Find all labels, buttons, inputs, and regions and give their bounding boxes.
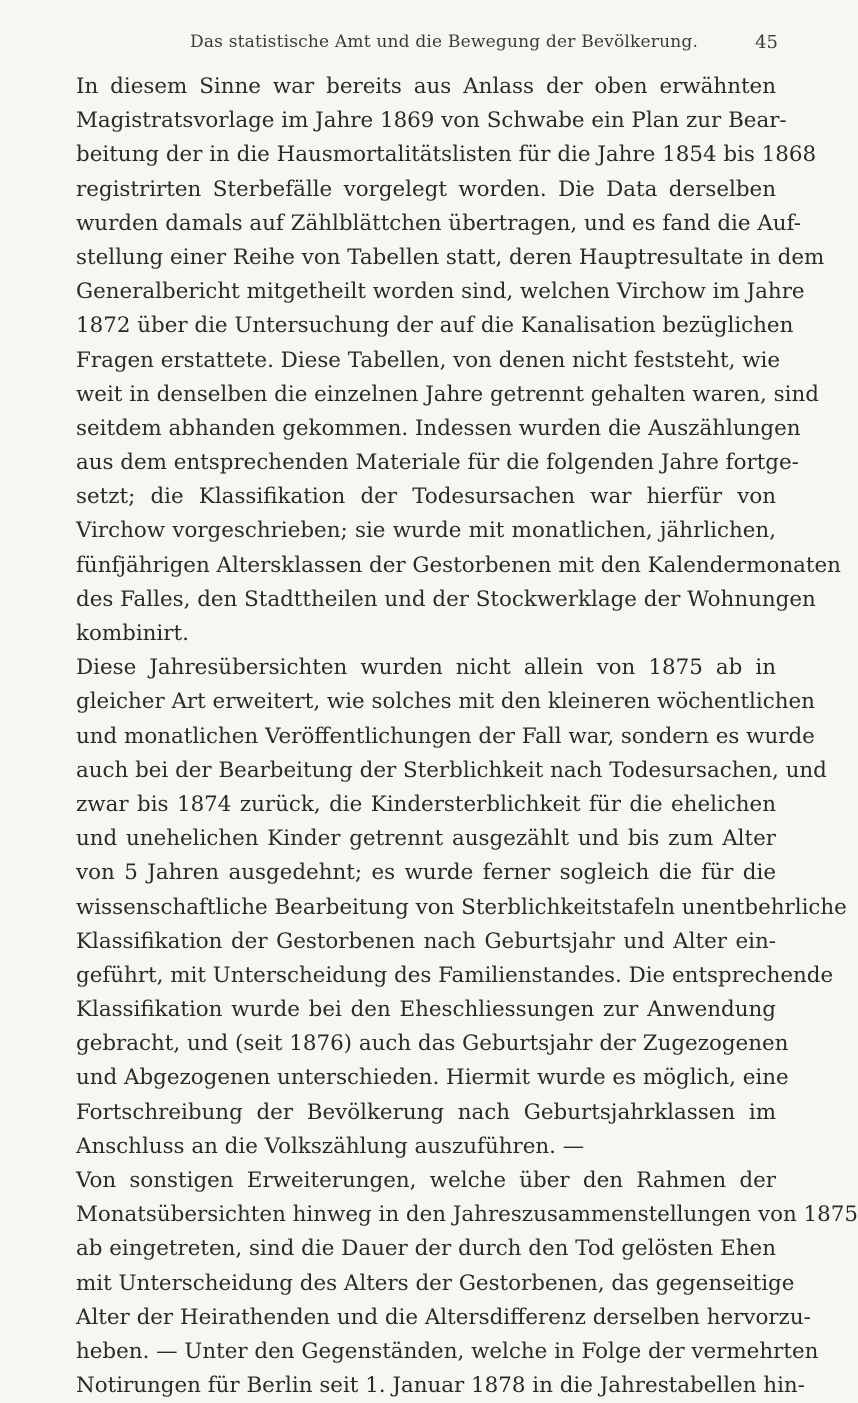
text-line: Klassifikation der Gestorbenen nach Geburtsjahr und Alter ein-	[76, 928, 776, 954]
page-number: 45	[755, 32, 778, 53]
text-line: beitung der in die Hausmortalitätslisten für die Jahre 1854 bis 1868	[76, 142, 817, 168]
text-line: Generalbericht mitgetheilt worden sind, welchen Virchow im Jahre	[76, 279, 805, 305]
text-line: Fortschreibung der Bevölkerung nach Geburtsjahrklassen im	[76, 1099, 776, 1125]
text-line: Notirungen für Berlin seit 1. Januar 1878 in die Jahrestabellen hin-	[76, 1373, 805, 1399]
text-line: Monatsübersichten hinweg in den Jahreszusammenstellungen von 1875	[76, 1202, 858, 1228]
text-line: wissenschaftliche Bearbeitung von Sterblichkeitstafeln unentbehrliche	[76, 894, 847, 920]
body-text	[76, 70, 858, 1403]
text-line: aus dem entsprechenden Materiale für die folgenden Jahre fortge-	[76, 450, 799, 476]
text-line: Fragen erstattete. Diese Tabellen, von denen nicht feststeht, wie	[76, 347, 781, 373]
text-line: von 5 Jahren ausgedehnt; es wurde ferner sogleich die für die	[76, 860, 776, 886]
text-line: fünfjährigen Altersklassen der Gestorbenen mit den Kalendermonaten	[76, 552, 841, 578]
text-line: auch bei der Bearbeitung der Sterblichkeit nach Todesursachen, und	[76, 757, 827, 783]
text-line: registrirten Sterbefälle vorgelegt worden. Die Data derselben	[76, 176, 776, 202]
running-head	[0, 16, 800, 56]
text-line: und Abgezogenen unterschieden. Hiermit wurde es möglich, eine	[76, 1065, 789, 1091]
text-line: kombinirt.	[76, 621, 189, 646]
text-line: heben. — Unter den Gegenständen, welche in Folge der vermehrten	[76, 1338, 819, 1364]
text-line: setzt; die Klassifikation der Todesursachen war hierfür von	[76, 484, 776, 510]
text-line: des Falles, den Stadttheilen und der Stockwerklage der Wohnungen	[76, 586, 816, 612]
text-line: ab eingetreten, sind die Dauer der durch den Tod gelösten Ehen	[76, 1236, 776, 1262]
text-line: mit Unterscheidung des Alters der Gestorbenen, das gegenseitige	[76, 1270, 795, 1296]
text-line: zwar bis 1874 zurück, die Kindersterblichkeit für die ehelichen	[76, 791, 776, 817]
text-line: gebracht, und (seit 1876) auch das Geburtsjahr der Zugezogenen	[76, 1031, 789, 1057]
text-line: wurden damals auf Zählblättchen übertragen, und es fand die Auf-	[76, 210, 801, 236]
text-line: Diese Jahresübersichten wurden nicht allein von 1875 ab in	[76, 655, 776, 681]
text-line: Von sonstigen Erweiterungen, welche über den Rahmen der	[76, 1168, 776, 1193]
text-line: Alter der Heirathenden und die Altersdifferenz derselben hervorzu-	[76, 1304, 811, 1330]
text-line: Magistratsvorlage im Jahre 1869 von Schwabe ein Plan zur Bear-	[76, 108, 787, 134]
text-line: geführt, mit Unterscheidung des Familienstandes. Die entsprechende	[76, 962, 834, 988]
text-line: Klassifikation wurde bei den Eheschliessungen zur Anwendung	[76, 997, 776, 1023]
text-line: 1872 über die Untersuchung der auf die Kanalisation bezüglichen	[76, 313, 794, 339]
text-line: und monatlichen Veröffentlichungen der Fall war, sondern es wurde	[76, 723, 815, 749]
text-line: Anschluss an die Volkszählung auszuführen. —	[76, 1133, 585, 1159]
text-line: Virchow vorgeschrieben; sie wurde mit monatlichen, jährlichen,	[76, 518, 776, 544]
text-line: und unehelichen Kinder getrennt ausgezählt und bis zum Alter	[76, 826, 776, 852]
text-line: In diesem Sinne war bereits aus Anlass der oben erwähnten	[76, 74, 776, 99]
running-head-title: Das statistische Amt und die Bewegung der Bevölkerung.	[190, 32, 699, 52]
text-line: weit in denselben die einzelnen Jahre getrennt gehalten waren, sind	[76, 381, 819, 407]
text-line: gleicher Art erweitert, wie solches mit den kleineren wöchentlichen	[76, 689, 815, 715]
text-line: stellung einer Reihe von Tabellen statt, deren Hauptresultate in dem	[76, 244, 825, 270]
text-line: seitdem abhanden gekommen. Indessen wurden die Auszählungen	[76, 415, 801, 441]
